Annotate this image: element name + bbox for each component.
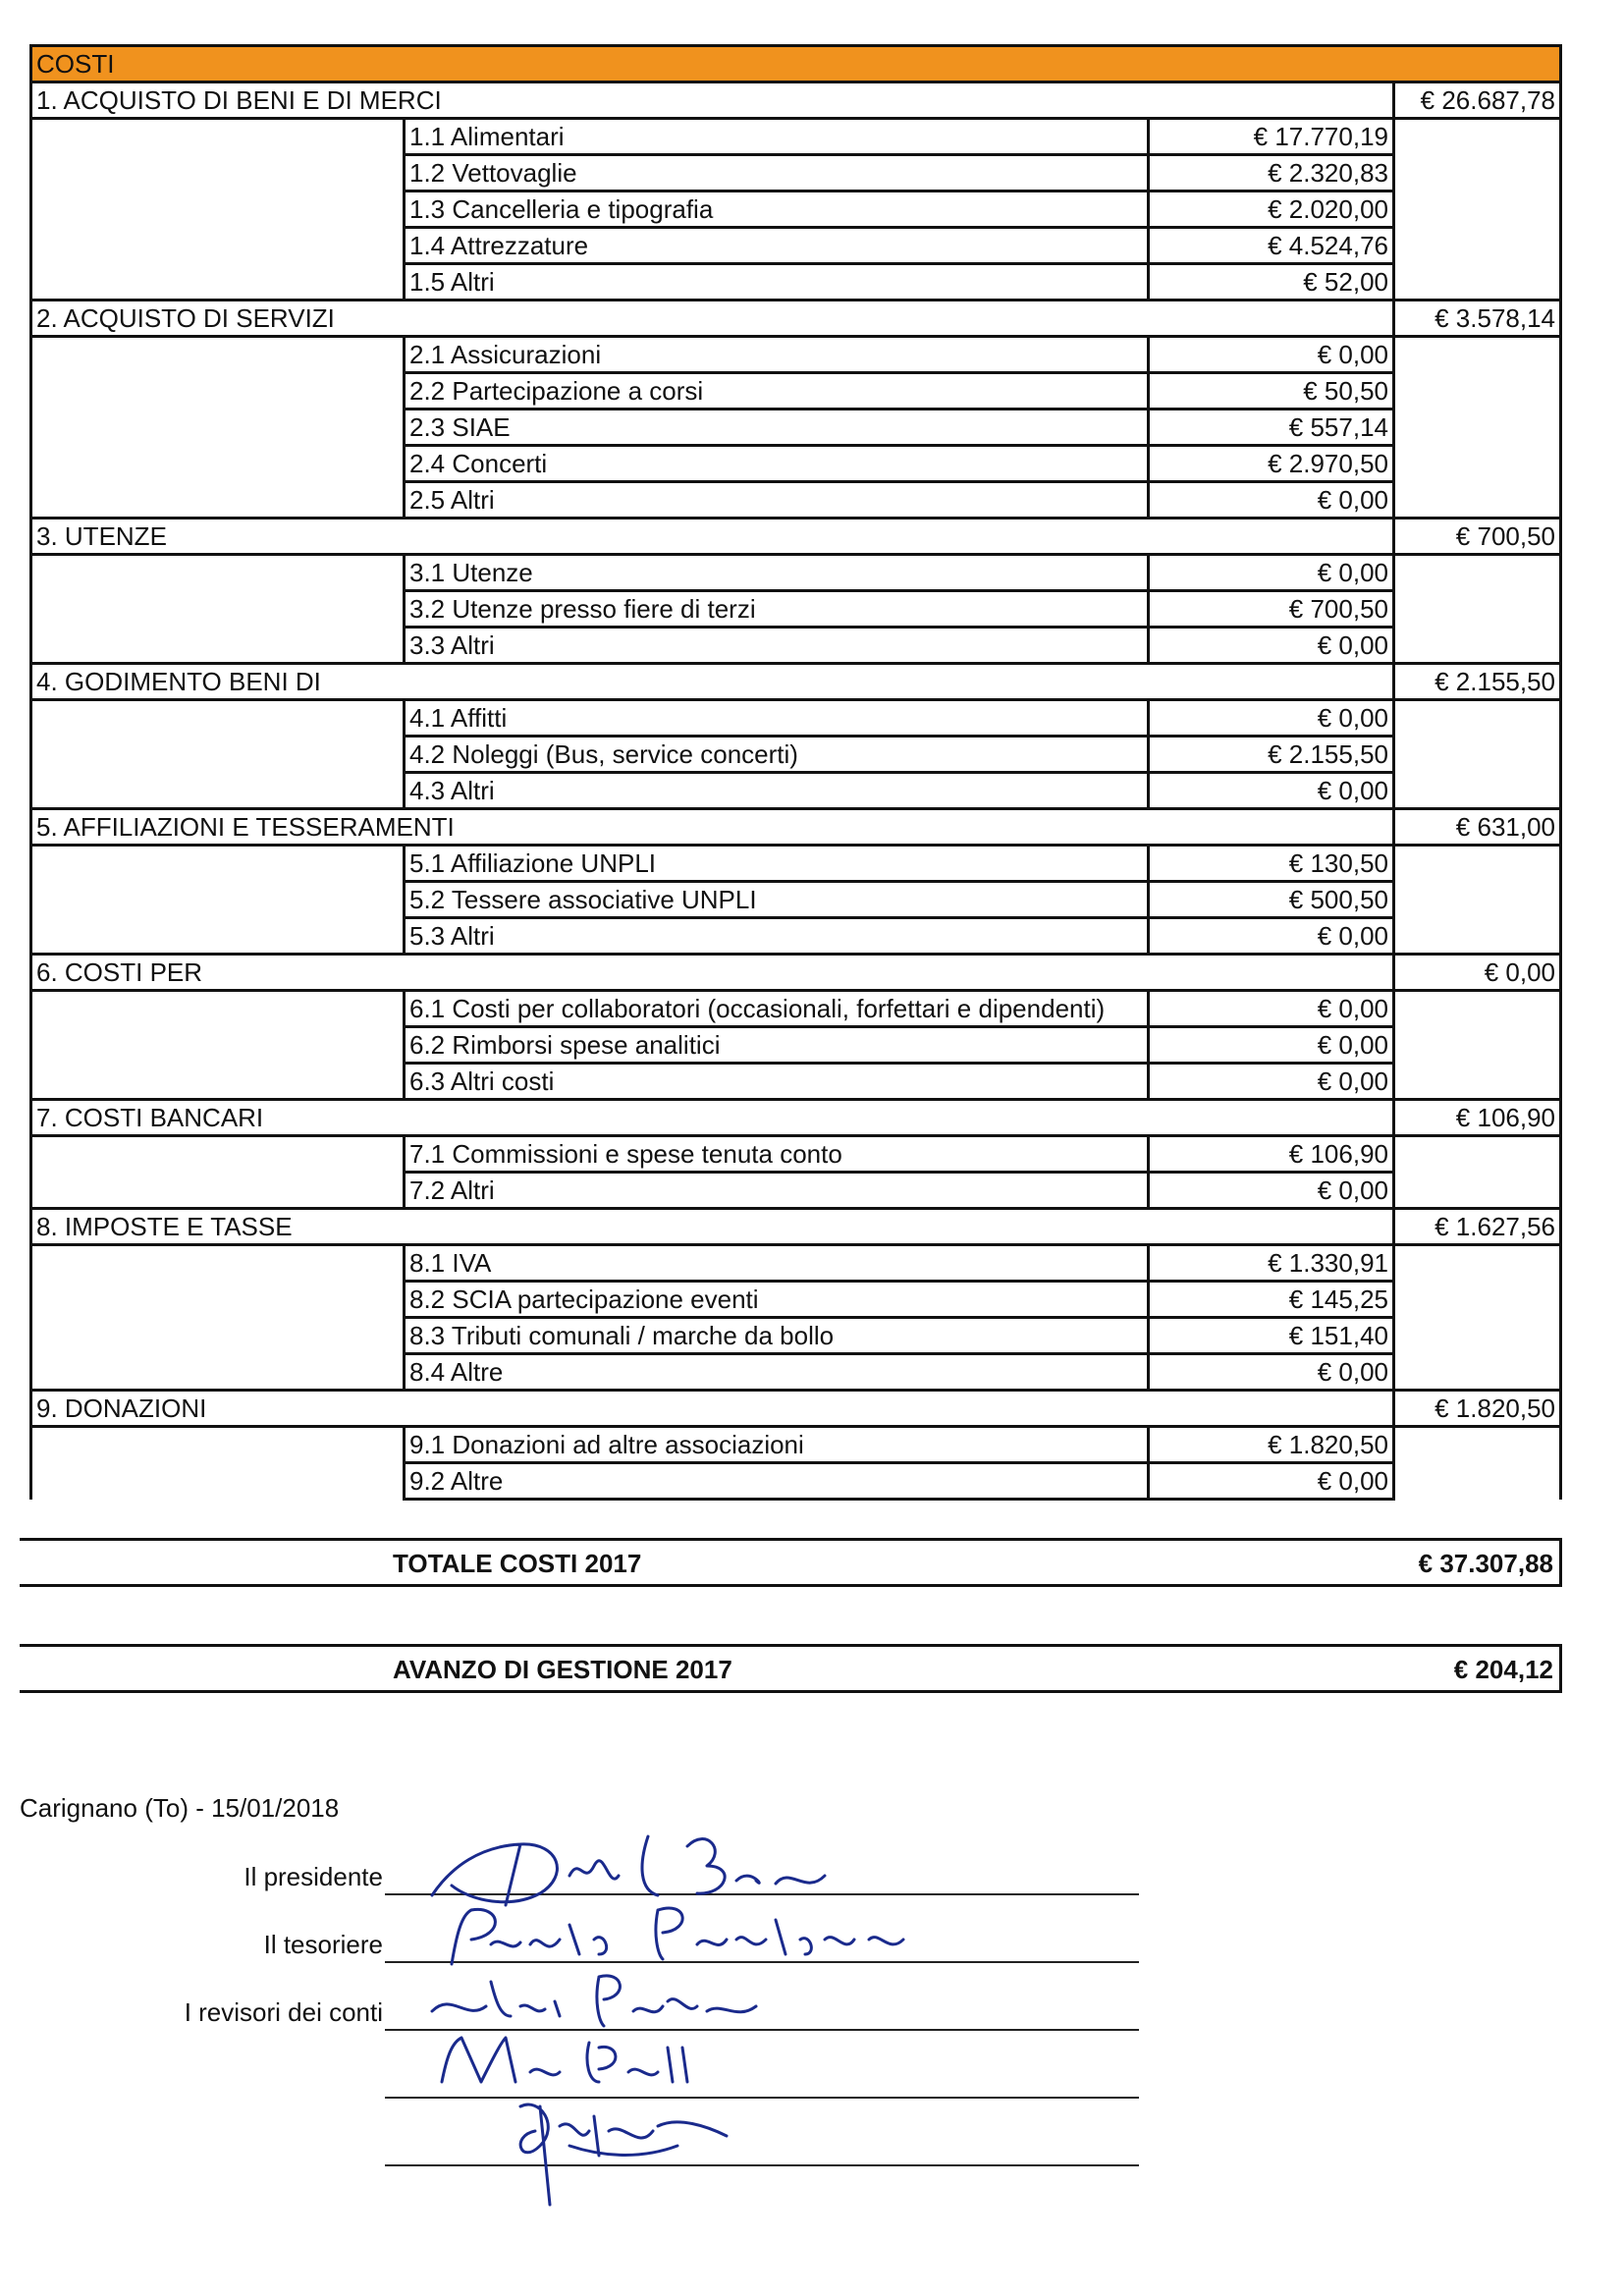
total-column-spacer — [1394, 410, 1561, 446]
cost-item-label: 3.2 Utenze presso fiere di terzi — [405, 591, 1149, 628]
cost-item-amount: € 0,00 — [1149, 1027, 1394, 1064]
cost-item-label: 9.2 Altre — [405, 1463, 1149, 1500]
cost-item-amount: € 0,00 — [1149, 1173, 1394, 1209]
signature-auditor-3 — [481, 2087, 776, 2214]
role-president: Il presidente — [244, 1862, 383, 1891]
category-total: € 700,50 — [1394, 519, 1561, 555]
cost-item-label: 2.2 Partecipazione a corsi — [405, 373, 1149, 410]
cost-item-row — [31, 737, 1561, 773]
cost-item-amount: € 52,00 — [1149, 264, 1394, 301]
cost-item-label: 2.5 Altri — [405, 482, 1149, 519]
cost-item-row — [31, 773, 1561, 809]
cost-item-label: 4.1 Affitti — [405, 700, 1149, 737]
cost-item-row — [31, 410, 1561, 446]
row-gutter — [31, 918, 405, 955]
cost-item-row — [31, 918, 1561, 955]
costs-table — [29, 44, 1562, 1501]
total-column-spacer — [1394, 1136, 1561, 1173]
category-name: 8. IMPOSTE E TASSE — [31, 1209, 1394, 1245]
row-gutter — [31, 737, 405, 773]
cost-item-amount: € 130,50 — [1149, 846, 1394, 882]
row-gutter — [31, 446, 405, 482]
row-gutter — [31, 1282, 405, 1318]
cost-item-label: 5.2 Tessere associative UNPLI — [405, 882, 1149, 918]
cost-item-label: 8.3 Tributi comunali / marche da bollo — [405, 1318, 1149, 1354]
cost-item-amount: € 0,00 — [1149, 1354, 1394, 1391]
surplus-label: AVANZO DI GESTIONE 2017 — [393, 1655, 732, 1684]
cost-item-amount: € 1.820,50 — [1149, 1427, 1394, 1463]
cost-item-amount: € 4.524,76 — [1149, 228, 1394, 264]
cost-item-row — [31, 628, 1561, 664]
cost-item-amount: € 2.155,50 — [1149, 737, 1394, 773]
category-row — [31, 301, 1561, 337]
cost-item-amount: € 2.970,50 — [1149, 446, 1394, 482]
cost-item-amount: € 500,50 — [1149, 882, 1394, 918]
total-column-spacer — [1394, 1282, 1561, 1318]
cost-item-row — [31, 1136, 1561, 1173]
category-total: € 0,00 — [1394, 955, 1561, 991]
cost-item-label: 8.2 SCIA partecipazione eventi — [405, 1282, 1149, 1318]
category-row — [31, 1391, 1561, 1427]
cost-item-amount: € 106,90 — [1149, 1136, 1394, 1173]
cost-item-label: 7.1 Commissioni e spese tenuta conto — [405, 1136, 1149, 1173]
place-date: Carignano (To) - 15/01/2018 — [20, 1793, 340, 1823]
cost-item-label: 1.4 Attrezzature — [405, 228, 1149, 264]
row-gutter — [31, 373, 405, 410]
category-total: € 1.627,56 — [1394, 1209, 1561, 1245]
row-gutter — [31, 1027, 405, 1064]
cost-item-row — [31, 373, 1561, 410]
cost-item-row — [31, 337, 1561, 373]
category-total: € 106,90 — [1394, 1100, 1561, 1136]
category-name: 9. DONAZIONI — [31, 1391, 1394, 1427]
row-gutter — [31, 1064, 405, 1100]
total-column-spacer — [1394, 737, 1561, 773]
costs-header-title: COSTI — [31, 46, 1561, 82]
category-row — [31, 82, 1561, 119]
cost-item-row — [31, 1282, 1561, 1318]
cost-item-row — [31, 1427, 1561, 1463]
category-total: € 1.820,50 — [1394, 1391, 1561, 1427]
total-column-spacer — [1394, 191, 1561, 228]
category-total: € 3.578,14 — [1394, 301, 1561, 337]
total-column-spacer — [1394, 1318, 1561, 1354]
row-gutter — [31, 410, 405, 446]
cost-item-label: 3.1 Utenze — [405, 555, 1149, 591]
row-gutter — [31, 1354, 405, 1391]
cost-item-row — [31, 264, 1561, 301]
cost-item-label: 5.3 Altri — [405, 918, 1149, 955]
total-column-spacer — [1394, 918, 1561, 955]
cost-item-amount: € 0,00 — [1149, 773, 1394, 809]
cost-item-label: 8.4 Altre — [405, 1354, 1149, 1391]
total-column-spacer — [1394, 1245, 1561, 1282]
cost-item-amount: € 0,00 — [1149, 1463, 1394, 1500]
cost-item-label: 1.2 Vettovaglie — [405, 155, 1149, 191]
row-gutter — [31, 1427, 405, 1463]
total-column-spacer — [1394, 264, 1561, 301]
cost-item-row — [31, 1318, 1561, 1354]
row-gutter — [31, 991, 405, 1027]
category-total: € 631,00 — [1394, 809, 1561, 846]
cost-item-amount: € 2.020,00 — [1149, 191, 1394, 228]
row-gutter — [31, 1318, 405, 1354]
total-column-spacer — [1394, 446, 1561, 482]
total-column-spacer — [1394, 700, 1561, 737]
cost-item-label: 8.1 IVA — [405, 1245, 1149, 1282]
cost-item-label: 2.1 Assicurazioni — [405, 337, 1149, 373]
total-costs-row — [20, 1538, 1562, 1587]
cost-item-amount: € 700,50 — [1149, 591, 1394, 628]
cost-item-row — [31, 119, 1561, 155]
cost-item-label: 4.2 Noleggi (Bus, service concerti) — [405, 737, 1149, 773]
row-gutter — [31, 264, 405, 301]
cost-item-amount: € 0,00 — [1149, 991, 1394, 1027]
cost-item-row — [31, 700, 1561, 737]
cost-item-amount: € 151,40 — [1149, 1318, 1394, 1354]
row-gutter — [31, 1463, 405, 1500]
category-name: 3. UTENZE — [31, 519, 1394, 555]
category-total: € 26.687,78 — [1394, 82, 1561, 119]
signature-auditor-1 — [412, 1962, 785, 2031]
total-costs-label: TOTALE COSTI 2017 — [393, 1549, 642, 1578]
total-column-spacer — [1394, 591, 1561, 628]
cost-item-label: 5.1 Affiliazione UNPLI — [405, 846, 1149, 882]
total-column-spacer — [1394, 373, 1561, 410]
cost-item-row — [31, 1064, 1561, 1100]
cost-item-amount: € 0,00 — [1149, 628, 1394, 664]
category-name: 1. ACQUISTO DI BENI E DI MERCI — [31, 82, 1394, 119]
cost-item-label: 2.4 Concerti — [405, 446, 1149, 482]
cost-item-row — [31, 591, 1561, 628]
total-column-spacer — [1394, 846, 1561, 882]
row-gutter — [31, 337, 405, 373]
total-column-spacer — [1394, 882, 1561, 918]
cost-item-amount: € 0,00 — [1149, 700, 1394, 737]
cost-item-row — [31, 555, 1561, 591]
cost-item-label: 6.2 Rimborsi spese analitici — [405, 1027, 1149, 1064]
cost-item-label: 3.3 Altri — [405, 628, 1149, 664]
total-column-spacer — [1394, 773, 1561, 809]
row-gutter — [31, 773, 405, 809]
cost-item-amount: € 0,00 — [1149, 918, 1394, 955]
category-row — [31, 519, 1561, 555]
total-column-spacer — [1394, 228, 1561, 264]
cost-item-amount: € 0,00 — [1149, 482, 1394, 519]
row-gutter — [31, 1245, 405, 1282]
costs-header-row — [31, 46, 1561, 82]
cost-item-row — [31, 1173, 1561, 1209]
cost-item-amount: € 0,00 — [1149, 555, 1394, 591]
category-total: € 2.155,50 — [1394, 664, 1561, 700]
total-column-spacer — [1394, 482, 1561, 519]
cost-item-label: 7.2 Altri — [405, 1173, 1149, 1209]
total-column-spacer — [1394, 1463, 1561, 1500]
row-gutter — [31, 628, 405, 664]
category-row — [31, 809, 1561, 846]
role-treasurer: Il tesoriere — [263, 1930, 383, 1959]
cost-item-label: 2.3 SIAE — [405, 410, 1149, 446]
row-gutter — [31, 191, 405, 228]
row-gutter — [31, 155, 405, 191]
cost-item-amount: € 17.770,19 — [1149, 119, 1394, 155]
total-costs-value: € 37.307,88 — [1418, 1549, 1553, 1578]
total-column-spacer — [1394, 119, 1561, 155]
cost-item-amount: € 2.320,83 — [1149, 155, 1394, 191]
category-name: 4. GODIMENTO BENI DI — [31, 664, 1394, 700]
surplus-value: € 204,12 — [1453, 1655, 1553, 1684]
cost-item-row — [31, 446, 1561, 482]
category-row — [31, 955, 1561, 991]
cost-item-row — [31, 191, 1561, 228]
total-column-spacer — [1394, 1027, 1561, 1064]
role-auditors: I revisori dei conti — [184, 1997, 383, 2027]
cost-item-label: 1.5 Altri — [405, 264, 1149, 301]
row-gutter — [31, 119, 405, 155]
total-column-spacer — [1394, 1427, 1561, 1463]
total-column-spacer — [1394, 337, 1561, 373]
cost-item-amount: € 145,25 — [1149, 1282, 1394, 1318]
cost-item-label: 6.3 Altri costi — [405, 1064, 1149, 1100]
row-gutter — [31, 700, 405, 737]
row-gutter — [31, 882, 405, 918]
cost-item-label: 1.3 Cancelleria e tipografia — [405, 191, 1149, 228]
cost-item-label: 6.1 Costi per collaboratori (occasionali, forfettari e dipendenti) — [405, 991, 1149, 1027]
total-column-spacer — [1394, 991, 1561, 1027]
row-gutter — [31, 482, 405, 519]
cost-item-label: 9.1 Donazioni ad altre associazioni — [405, 1427, 1149, 1463]
cost-item-amount: € 0,00 — [1149, 337, 1394, 373]
cost-item-row — [31, 155, 1561, 191]
total-column-spacer — [1394, 1173, 1561, 1209]
total-column-spacer — [1394, 155, 1561, 191]
row-gutter — [31, 1173, 405, 1209]
total-column-spacer — [1394, 555, 1561, 591]
cost-item-row — [31, 228, 1561, 264]
cost-item-row — [31, 1463, 1561, 1500]
cost-item-row — [31, 846, 1561, 882]
surplus-row — [20, 1644, 1562, 1693]
category-name: 5. AFFILIAZIONI E TESSERAMENTI — [31, 809, 1394, 846]
cost-item-row — [31, 1027, 1561, 1064]
category-row — [31, 664, 1561, 700]
total-column-spacer — [1394, 1354, 1561, 1391]
cost-item-amount: € 1.330,91 — [1149, 1245, 1394, 1282]
category-row — [31, 1209, 1561, 1245]
row-gutter — [31, 1136, 405, 1173]
row-gutter — [31, 555, 405, 591]
cost-item-row — [31, 1245, 1561, 1282]
cost-item-row — [31, 882, 1561, 918]
cost-item-row — [31, 991, 1561, 1027]
cost-item-row — [31, 1354, 1561, 1391]
cost-item-amount: € 557,14 — [1149, 410, 1394, 446]
row-gutter — [31, 228, 405, 264]
cost-item-row — [31, 482, 1561, 519]
cost-item-amount: € 0,00 — [1149, 1064, 1394, 1100]
cost-item-label: 4.3 Altri — [405, 773, 1149, 809]
total-column-spacer — [1394, 1064, 1561, 1100]
row-gutter — [31, 846, 405, 882]
row-gutter — [31, 591, 405, 628]
category-row — [31, 1100, 1561, 1136]
cost-item-label: 1.1 Alimentari — [405, 119, 1149, 155]
category-name: 7. COSTI BANCARI — [31, 1100, 1394, 1136]
total-column-spacer — [1394, 628, 1561, 664]
cost-item-amount: € 50,50 — [1149, 373, 1394, 410]
category-name: 2. ACQUISTO DI SERVIZI — [31, 301, 1394, 337]
category-name: 6. COSTI PER — [31, 955, 1394, 991]
